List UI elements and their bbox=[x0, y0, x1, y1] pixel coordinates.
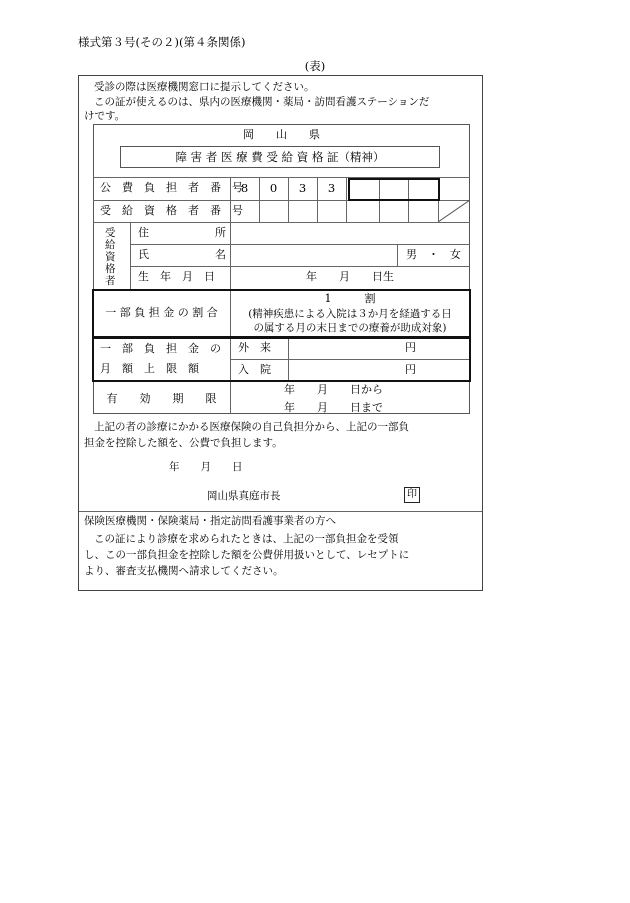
payer-digit: 3 bbox=[327, 181, 336, 195]
divider bbox=[93, 222, 470, 223]
divider bbox=[130, 244, 470, 245]
outpatient-label: 外 来 bbox=[238, 341, 271, 354]
statement-date: 年 月 日 bbox=[169, 461, 243, 473]
copay-label: 一 部 負 担 金 の 割 合 bbox=[105, 306, 218, 319]
digit-divider bbox=[346, 177, 347, 222]
gender: 男 ・ 女 bbox=[406, 248, 461, 261]
payer-number-label: 公 費 負 担 者 番 号 bbox=[100, 181, 243, 194]
validity-label: 有 効 期 限 bbox=[106, 392, 217, 405]
qualifier-char: 資 bbox=[105, 251, 116, 263]
note-line-1: 受診の際は医療機関窓口に提示してください。 bbox=[94, 81, 315, 93]
copay-value: 1 割 bbox=[324, 292, 376, 305]
seal-mark: 印 bbox=[404, 487, 420, 503]
limit-label-2: 月 額 上 限 額 bbox=[100, 362, 199, 375]
name-label-a: 氏 bbox=[138, 248, 149, 261]
copay-note-2: の属する月の末日までの療養が助成対象) bbox=[253, 322, 447, 334]
payer-digit: 0 bbox=[269, 181, 278, 195]
form-number: 様式第３号(その２)(第４条関係) bbox=[78, 35, 246, 49]
statement-line-2: 担金を控除した額を、公費で負担します。 bbox=[84, 437, 283, 449]
validity-from: 年 月 日から bbox=[284, 383, 383, 396]
payer-digit: 8 bbox=[240, 181, 249, 195]
note-line-2b: けです。 bbox=[84, 110, 126, 122]
prefecture: 岡 山 県 bbox=[243, 128, 320, 141]
footer-heading: 保険医療機関・保険薬局・指定訪問看護事業者の方へ bbox=[84, 515, 336, 527]
footer-line-3: より、審査支払機関へ請求してください。 bbox=[84, 565, 284, 577]
certificate-title: 障 害 者 医 療 費 受 給 資 格 証（精神） bbox=[175, 150, 385, 164]
inpatient-yen: 円 bbox=[405, 363, 416, 376]
side-label: (表) bbox=[304, 59, 326, 73]
birth-value: 年 月 日生 bbox=[306, 270, 394, 283]
outpatient-yen: 円 bbox=[405, 341, 416, 354]
issuer: 岡山県真庭市長 bbox=[207, 490, 281, 502]
footer-line-1: この証により診療を求められたときは、上記の一部負担金を受領 bbox=[94, 533, 399, 545]
copay-note-1: (精神疾患による入院は３か月を経過する日 bbox=[248, 308, 452, 320]
qualifier-char: 給 bbox=[105, 239, 116, 251]
qualifier-char: 者 bbox=[105, 275, 116, 287]
birth-label: 生 年 月 日 bbox=[138, 270, 215, 283]
note-line-2a: この証が使えるのは、県内の医療機関・薬局・訪問看護ステーションだ bbox=[94, 96, 430, 108]
validity-to: 年 月 日まで bbox=[284, 401, 383, 414]
inpatient-label: 入 院 bbox=[238, 363, 271, 376]
payer-digit: 3 bbox=[298, 181, 307, 195]
limit-label-1: 一 部 負 担 金 の bbox=[100, 342, 221, 355]
divider bbox=[130, 266, 470, 267]
check-digit-box bbox=[348, 178, 440, 201]
address-label-a: 住 bbox=[138, 226, 149, 239]
divider bbox=[130, 222, 131, 289]
qualifier-char: 受 bbox=[105, 227, 116, 239]
recipient-number-label: 受 給 資 格 者 番 号 bbox=[100, 204, 243, 217]
slash-mark bbox=[438, 200, 470, 222]
name-label-b: 名 bbox=[215, 248, 226, 261]
statement-line-1: 上記の者の診療にかかる医療保険の自己負担分から、上記の一部負 bbox=[94, 421, 409, 433]
qualifier-char: 格 bbox=[105, 263, 116, 275]
divider bbox=[79, 511, 482, 512]
address-label-b: 所 bbox=[215, 226, 226, 239]
footer-line-2: し、この一部負担金を控除した額を公費併用扱いとして、レセプトに bbox=[84, 549, 410, 561]
